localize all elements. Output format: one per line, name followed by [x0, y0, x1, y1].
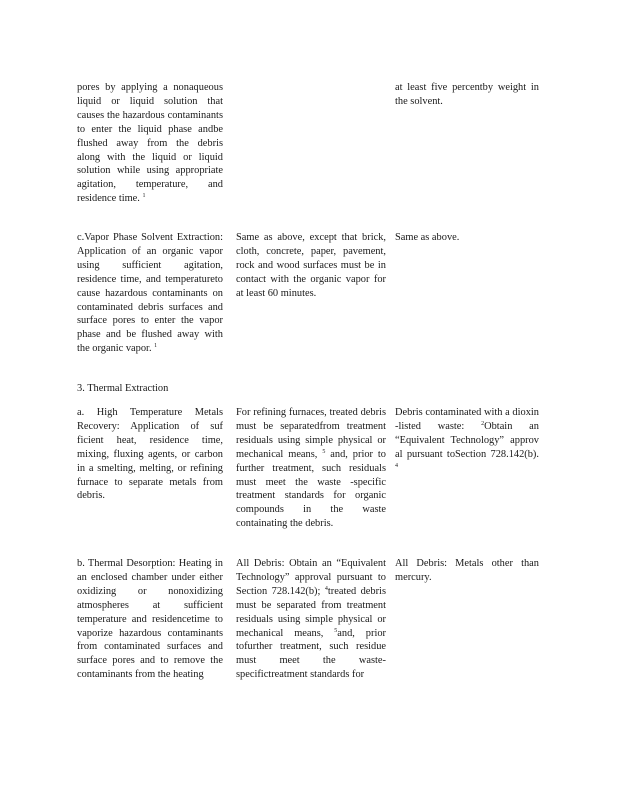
row3-standards-text: For refining furnaces, treated debris must be separatedfrom treatment residuals using simple physical or mechanical means, $^5$ and, prior to further treatment, such residuals must meet the waste -specific treatment standards for organic compounds in the waste containating the debris. [236, 407, 387, 530]
row3-technology-text: a. High Temperature Metals Recovery: Application of suf ficient heat, residence time, mixing, fluxing agents, or carbon in a smelting, melting, or refining furnace to separate metals from debris. [77, 407, 223, 502]
row1-contaminant-text: at least five percentby weight in the solvent. [395, 82, 539, 107]
row2-technology-text: c.Vapor Phase Solvent Extraction: Application of an organic vapor using sufficient agitation, residence time, and temperatureto cause hazardous contaminants on contaminated debris surfaces and surface pores to enter the vapor phase and be flushed away with the organic vapor. $^1$ [77, 232, 223, 355]
row4-standards-text: All Debris: Obtain an “Equivalent Technology” approval pursuant to Section 728.142(b); $^4$treated debris must be separated from treatment residuals using simple physical or mechanical means, $^5$and, prior tofurther treatment, such residue must meet the waste-specifictreatment standards for [236, 558, 386, 681]
row2-contaminant-text: Same as above. [395, 232, 460, 243]
row1-technology-text: pores by applying a nonaqueous liquid or liquid solution that causes the hazardous contaminants to enter the liquid phase andbe flushed away from the debris along with the liquid or liquid solution while using appropriate agitation, temperature, and residence time. $^1$ [77, 82, 223, 205]
row4-contaminant-text: All Debris: Metals other than mercury. [395, 558, 539, 583]
row3-contaminant-text: Debris contaminated with a dioxin -listed waste: $^2$Obtain an “Equivalent Technology” approv al pursuant toSection 728.142(b). $^4$ [395, 407, 539, 469]
row2-standards-text: Same as above, except that brick, cloth, concrete, paper, pavement, rock and wood surfaces must be in contact with the organic vapor for at least 60 minutes. [236, 232, 386, 299]
section-heading: 3. Thermal Extraction [77, 383, 169, 394]
row4-technology-text: b. Thermal Desorption: Heating in an enclosed chamber under either oxidizing or nonoxidizing atmospheres at sufficient temperature and residencetime to vaporize hazardous contaminants from contaminated surfaces and surface pores and to remove the contaminants from the heating [77, 558, 223, 681]
